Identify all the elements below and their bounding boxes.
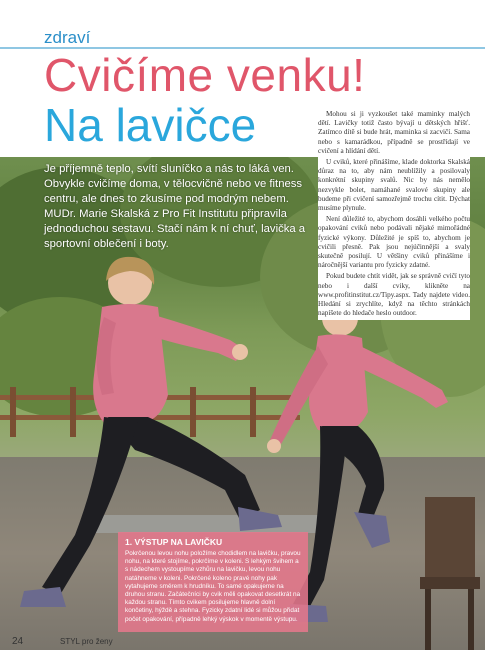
magazine-name: STYL pro ženy: [60, 637, 113, 646]
page-footer: [0, 632, 485, 650]
intro-text: Je příjemně teplo, svítí sluníčko a nás to láká ven. Obvykle cvičíme doma, v tělocvičně nebo ve fitness centru, ale dnes to zkusíme pod modrým nebem. MUDr. Marie Skalská z Pro Fit Institutu připravila jednoduchou sestavu. Stačí nám k ní chuť, lavička a sportovní oblečení i boty.: [44, 163, 306, 250]
article-paragraph: Mohou si ji vyzkoušet také maminky malých dětí. Lavičky totiž často bývají u dětských hřišť. Zatímco dítě si bude hrát, maminka si zacvičí. Sama nebo s kamarádkou, případně se prostřídají ve cvičení a hlídání dětí.: [318, 110, 470, 155]
exercise-caption-box: [118, 532, 308, 632]
title-line-2: Na lavičce: [44, 99, 257, 151]
article-column: [318, 110, 470, 320]
article-paragraph: Pokud budete chtít vidět, jak se správně cvičí tyto nebo i další cviky, klikněte na www.profitinstitut.cz/Tipy.aspx. Tady najdete video. Hledání si zrychlíte, když na těchto stránkách napíšete do hledače heslo outdoor.: [318, 272, 470, 318]
article-paragraph: Není důležité to, abychom dosáhli velkého počtu opakování cviků nebo podávali nějaké mimořádné fyzické výkony. Důležité je spíš to, abychom je cvičili přesně. Pak jsou nejúčinnější a svaly skutečně posilují. U většiny cviků přinášíme i náročnější variantu pro fyzicky zdatné.: [318, 215, 470, 270]
caption-title: 1. VÝSTUP NA LAVIČKU: [125, 537, 223, 547]
title-line-1: Cvičíme venku!: [44, 49, 366, 101]
article-paragraph: U cviků, které přinášíme, klade doktorka Skalská důraz na to, aby nám neublížily a posilovaly konkrétní skupiny svalů. Nic by nás nemělo nezvykle bolet, namáhané svalové skupiny ale budeme při cvičení samozřejmě trochu cítit. Dýchat musíme plynule.: [318, 158, 470, 213]
caption-text: Pokrčenou levou nohu položíme chodidlem na lavičku, pravou nohu, na které stojíme, pokrčíme v koleni. S lehkým švihem a s nádechem vystoupíme vzhůru na lavičku, levou nohu natáhneme v koleni. Pokrčené koleno pravé nohy pak vytahujeme směrem k hrudníku. To samé opakujeme na druhou stranu. Začátečníci by cvik měli opakovat desetkrát na každou stranu. Tímto cvikem posilujeme hlavně dolní končetiny, hýždě a stehna. Fyzicky zdatní lidé si můžou přidat počet opakování, případně lehký výskok v momentě výstupu.: [125, 550, 301, 623]
section-label: zdraví: [44, 28, 91, 47]
page-number: 24: [12, 636, 24, 647]
